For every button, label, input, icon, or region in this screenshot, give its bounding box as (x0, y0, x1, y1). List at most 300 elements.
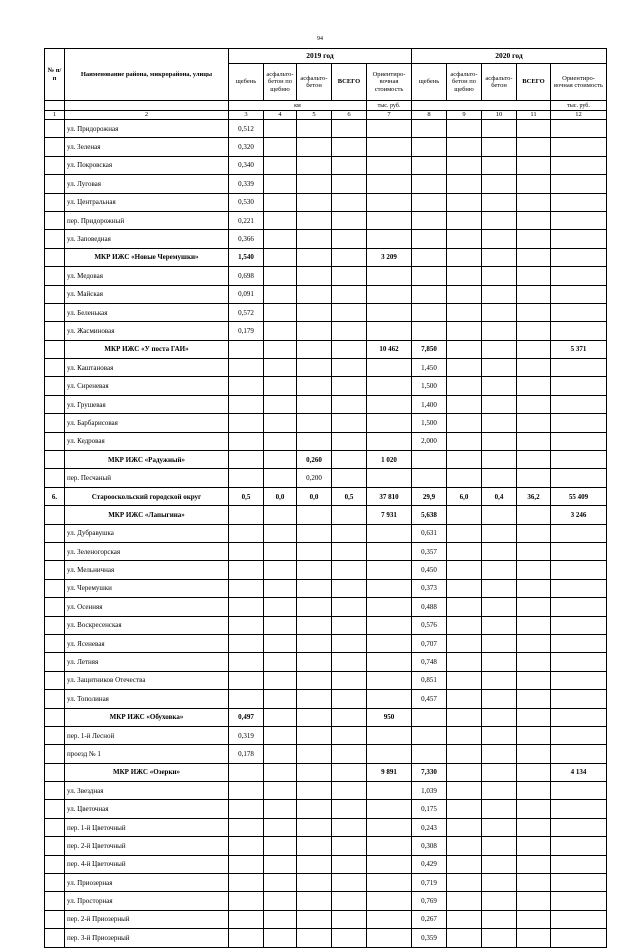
cell-value (229, 782, 264, 800)
cell-value (297, 120, 332, 138)
cell-value (367, 377, 412, 395)
cell-value (264, 800, 297, 818)
microdistrict-row (45, 451, 607, 469)
cell-value (332, 929, 367, 947)
row-name: пер. 2-й Цветочный (65, 837, 229, 855)
cell-value (551, 929, 607, 947)
units-cost-2020: тыс. руб. (551, 101, 607, 111)
row-number (45, 285, 65, 303)
row-number (45, 248, 65, 266)
cell-value (367, 653, 412, 671)
cell-value: 9 891 (367, 763, 412, 781)
cell-value (482, 248, 517, 266)
cell-value (482, 874, 517, 892)
header-asphalt-2020: асфальто-бетон (482, 64, 517, 101)
cell-value (367, 929, 412, 947)
cell-value (264, 432, 297, 450)
cell-value (264, 818, 297, 836)
cell-value (332, 800, 367, 818)
column-index: 7 (367, 111, 412, 120)
table-row (45, 524, 607, 542)
row-number (45, 414, 65, 432)
cell-value (264, 230, 297, 248)
cell-value (412, 211, 447, 229)
cell-value (551, 800, 607, 818)
cell-value (367, 395, 412, 413)
cell-value (367, 910, 412, 928)
cell-value (367, 230, 412, 248)
cell-value (517, 303, 551, 321)
row-number (45, 451, 65, 469)
cell-value: 950 (367, 708, 412, 726)
cell-value (412, 267, 447, 285)
row-name: ул. Грушевая (65, 395, 229, 413)
cell-value: 0,366 (229, 230, 264, 248)
cell-value (447, 506, 482, 524)
cell-value (517, 910, 551, 928)
cell-value: 0,243 (412, 818, 447, 836)
row-number (45, 874, 65, 892)
cell-value (367, 120, 412, 138)
cell-value (412, 708, 447, 726)
column-index: 11 (517, 111, 551, 120)
cell-value (297, 138, 332, 156)
cell-value (482, 303, 517, 321)
table-row (45, 138, 607, 156)
row-number (45, 634, 65, 652)
cell-value (551, 837, 607, 855)
cell-value: 4 134 (551, 763, 607, 781)
cell-value (447, 726, 482, 744)
cell-value: 0,091 (229, 285, 264, 303)
cell-value (551, 910, 607, 928)
table-row (45, 193, 607, 211)
cell-value (412, 469, 447, 487)
row-name: пер. Придорожный (65, 211, 229, 229)
cell-value (332, 671, 367, 689)
cell-value (517, 469, 551, 487)
row-number (45, 359, 65, 377)
cell-value (297, 579, 332, 597)
cell-value: 0,260 (297, 451, 332, 469)
cell-value (229, 506, 264, 524)
table-row (45, 745, 607, 763)
column-index: 2 (65, 111, 229, 120)
cell-value (297, 414, 332, 432)
cell-value (264, 193, 297, 211)
cell-value (482, 726, 517, 744)
table-row (45, 156, 607, 174)
cell-value (264, 542, 297, 560)
cell-value (332, 542, 367, 560)
cell-value (447, 561, 482, 579)
table-row (45, 892, 607, 910)
cell-value (551, 469, 607, 487)
header-cost-2020: Ориентиро-вочная стоимость (551, 64, 607, 101)
cell-value: 0,698 (229, 267, 264, 285)
cell-value (297, 156, 332, 174)
microdistrict-row (45, 506, 607, 524)
row-name: МКР ИЖС «Обуховка» (65, 708, 229, 726)
cell-value (517, 726, 551, 744)
cell-value (517, 193, 551, 211)
cell-value (332, 892, 367, 910)
cell-value: 0,530 (229, 193, 264, 211)
cell-value: 0,179 (229, 322, 264, 340)
cell-value: 0,357 (412, 542, 447, 560)
table-row (45, 634, 607, 652)
cell-value (297, 653, 332, 671)
district-row (45, 487, 607, 505)
row-name: проезд № 1 (65, 745, 229, 763)
cell-value: 0,0 (264, 487, 297, 505)
row-number (45, 175, 65, 193)
cell-value (517, 929, 551, 947)
table-row (45, 855, 607, 873)
units-cost-2019: тыс. руб. (367, 101, 412, 111)
cell-value (297, 524, 332, 542)
cell-value (482, 230, 517, 248)
cell-value (264, 855, 297, 873)
cell-value (264, 359, 297, 377)
units-blank-1 (45, 101, 65, 111)
cell-value: 0,512 (229, 120, 264, 138)
table-row (45, 837, 607, 855)
cell-value (447, 708, 482, 726)
cell-value (517, 138, 551, 156)
cell-value (297, 506, 332, 524)
cell-value (264, 414, 297, 432)
cell-value (482, 671, 517, 689)
cell-value (551, 193, 607, 211)
cell-value (482, 561, 517, 579)
cell-value (297, 377, 332, 395)
cell-value (229, 616, 264, 634)
cell-value (367, 285, 412, 303)
cell-value (551, 285, 607, 303)
cell-value (264, 248, 297, 266)
cell-value (297, 230, 332, 248)
table-row (45, 542, 607, 560)
cell-value (517, 120, 551, 138)
cell-value (297, 542, 332, 560)
row-name: ул. Просторная (65, 892, 229, 910)
units-blank-3 (412, 101, 551, 111)
cell-value (447, 910, 482, 928)
cell-value (412, 175, 447, 193)
row-number (45, 156, 65, 174)
row-name: МКР ИЖС «Озерки» (65, 763, 229, 781)
row-number (45, 763, 65, 781)
cell-value (367, 616, 412, 634)
cell-value (297, 561, 332, 579)
cell-value (412, 230, 447, 248)
cell-value (447, 671, 482, 689)
cell-value (332, 432, 367, 450)
row-number (45, 524, 65, 542)
cell-value (297, 745, 332, 763)
cell-value (367, 303, 412, 321)
cell-value (297, 248, 332, 266)
cell-value (551, 542, 607, 560)
cell-value (264, 690, 297, 708)
cell-value (332, 451, 367, 469)
cell-value (482, 469, 517, 487)
cell-value (447, 377, 482, 395)
cell-value: 0,719 (412, 874, 447, 892)
row-name: ул. Барбарисовая (65, 414, 229, 432)
cell-value: 0,748 (412, 653, 447, 671)
cell-value (332, 138, 367, 156)
cell-value: 7,850 (412, 340, 447, 358)
cell-value (297, 285, 332, 303)
cell-value (517, 671, 551, 689)
cell-value (332, 414, 367, 432)
cell-value (229, 874, 264, 892)
cell-value (297, 340, 332, 358)
cell-value (367, 322, 412, 340)
cell-value (551, 598, 607, 616)
cell-value (551, 616, 607, 634)
cell-value (482, 175, 517, 193)
row-name: МКР ИЖС «Лапыгина» (65, 506, 229, 524)
row-name: ул. Мельничная (65, 561, 229, 579)
row-number (45, 561, 65, 579)
cell-value: 0,572 (229, 303, 264, 321)
cell-value (551, 653, 607, 671)
row-number (45, 800, 65, 818)
cell-value (482, 451, 517, 469)
cell-value (482, 285, 517, 303)
cell-value (264, 451, 297, 469)
cell-value (447, 359, 482, 377)
row-number (45, 708, 65, 726)
row-number (45, 782, 65, 800)
cell-value (367, 138, 412, 156)
cell-value: 0,308 (412, 837, 447, 855)
cell-value (447, 690, 482, 708)
table-row (45, 818, 607, 836)
cell-value (517, 506, 551, 524)
row-number (45, 616, 65, 634)
cell-value: 1,450 (412, 359, 447, 377)
table-row (45, 726, 607, 744)
cell-value: 37 810 (367, 487, 412, 505)
row-number (45, 598, 65, 616)
cell-value: 0,4 (482, 487, 517, 505)
cell-value (229, 561, 264, 579)
table-row (45, 211, 607, 229)
cell-value (551, 414, 607, 432)
cell-value (517, 359, 551, 377)
cell-value (264, 156, 297, 174)
header-asphalt-gravel-2019: асфальто-бетон по щебню (264, 64, 297, 101)
row-number (45, 211, 65, 229)
cell-value (264, 322, 297, 340)
cell-value: 0,631 (412, 524, 447, 542)
cell-value (482, 395, 517, 413)
cell-value (447, 120, 482, 138)
cell-value (482, 800, 517, 818)
cell-value (412, 120, 447, 138)
cell-value (229, 451, 264, 469)
cell-value (517, 708, 551, 726)
column-index: 9 (447, 111, 482, 120)
table-row (45, 653, 607, 671)
cell-value (517, 690, 551, 708)
row-name: ул. Кедровая (65, 432, 229, 450)
cell-value: 0,450 (412, 561, 447, 579)
cell-value (332, 874, 367, 892)
table-row (45, 598, 607, 616)
cell-value (551, 175, 607, 193)
cell-value (229, 414, 264, 432)
row-number (45, 745, 65, 763)
row-number (45, 322, 65, 340)
row-name: ул. Летняя (65, 653, 229, 671)
cell-value (482, 359, 517, 377)
row-name: МКР ИЖС «У поста ГАИ» (65, 340, 229, 358)
cell-value (551, 634, 607, 652)
road-works-table (44, 48, 607, 948)
cell-value (517, 451, 551, 469)
row-name: ул. Осенняя (65, 598, 229, 616)
cell-value: 0,175 (412, 800, 447, 818)
cell-value (332, 745, 367, 763)
cell-value (517, 230, 551, 248)
cell-value (332, 120, 367, 138)
cell-value: 0,5 (229, 487, 264, 505)
cell-value (367, 782, 412, 800)
cell-value (517, 763, 551, 781)
row-name: ул. Медовая (65, 267, 229, 285)
cell-value (447, 248, 482, 266)
cell-value (229, 763, 264, 781)
cell-value (229, 542, 264, 560)
cell-value (264, 708, 297, 726)
page-number: 94 (317, 36, 323, 42)
cell-value (482, 818, 517, 836)
header-name: Наименование района, микрорайона, улицы (65, 49, 229, 101)
cell-value (551, 230, 607, 248)
row-name: пер. 1-й Цветочный (65, 818, 229, 836)
cell-value (412, 451, 447, 469)
column-index: 8 (412, 111, 447, 120)
cell-value (447, 634, 482, 652)
header-asphalt-gravel-2020: асфальто-бетон по щебню (447, 64, 482, 101)
cell-value (297, 690, 332, 708)
column-index: 6 (332, 111, 367, 120)
cell-value: 36,2 (517, 487, 551, 505)
cell-value: 29,9 (412, 487, 447, 505)
row-name: Старооскольский городской округ (65, 487, 229, 505)
cell-value (412, 303, 447, 321)
cell-value (229, 855, 264, 873)
cell-value (482, 763, 517, 781)
cell-value (332, 855, 367, 873)
column-index: 12 (551, 111, 607, 120)
cell-value (517, 634, 551, 652)
cell-value (482, 598, 517, 616)
row-number (45, 506, 65, 524)
cell-value (447, 653, 482, 671)
cell-value: 10 462 (367, 340, 412, 358)
microdistrict-row (45, 763, 607, 781)
cell-value (297, 267, 332, 285)
cell-value: 0,340 (229, 156, 264, 174)
cell-value (517, 432, 551, 450)
cell-value: 0,267 (412, 910, 447, 928)
cell-value (264, 892, 297, 910)
cell-value (517, 156, 551, 174)
cell-value (517, 524, 551, 542)
cell-value (551, 818, 607, 836)
cell-value (482, 211, 517, 229)
cell-value (551, 120, 607, 138)
row-name: ул. Черемушки (65, 579, 229, 597)
header-total-2019: ВСЕГО (332, 64, 367, 101)
cell-value (264, 561, 297, 579)
cell-value (517, 340, 551, 358)
cell-value (482, 579, 517, 597)
cell-value (229, 469, 264, 487)
cell-value (517, 818, 551, 836)
table-header (45, 49, 607, 120)
cell-value (367, 579, 412, 597)
cell-value (447, 322, 482, 340)
cell-value: 1,500 (412, 377, 447, 395)
cell-value (297, 175, 332, 193)
cell-value (551, 579, 607, 597)
cell-value (229, 892, 264, 910)
row-name: ул. Воскресенская (65, 616, 229, 634)
microdistrict-row (45, 248, 607, 266)
cell-value (229, 818, 264, 836)
table-row (45, 671, 607, 689)
cell-value (332, 726, 367, 744)
cell-value: 0,851 (412, 671, 447, 689)
cell-value (367, 175, 412, 193)
cell-value (447, 892, 482, 910)
cell-value (412, 156, 447, 174)
cell-value (517, 395, 551, 413)
cell-value (367, 690, 412, 708)
cell-value (264, 874, 297, 892)
cell-value (367, 800, 412, 818)
table-row (45, 395, 607, 413)
table-row (45, 690, 607, 708)
table-row (45, 285, 607, 303)
cell-value: 0,707 (412, 634, 447, 652)
cell-value (297, 874, 332, 892)
cell-value (229, 579, 264, 597)
cell-value (229, 377, 264, 395)
cell-value (229, 929, 264, 947)
cell-value (412, 285, 447, 303)
cell-value (551, 322, 607, 340)
cell-value (264, 671, 297, 689)
cell-value (551, 524, 607, 542)
cell-value (551, 726, 607, 744)
cell-value (551, 782, 607, 800)
row-name: ул. Придорожная (65, 120, 229, 138)
cell-value: 0,576 (412, 616, 447, 634)
cell-value (517, 598, 551, 616)
cell-value (551, 395, 607, 413)
cell-value (517, 855, 551, 873)
cell-value (517, 745, 551, 763)
cell-value (229, 598, 264, 616)
